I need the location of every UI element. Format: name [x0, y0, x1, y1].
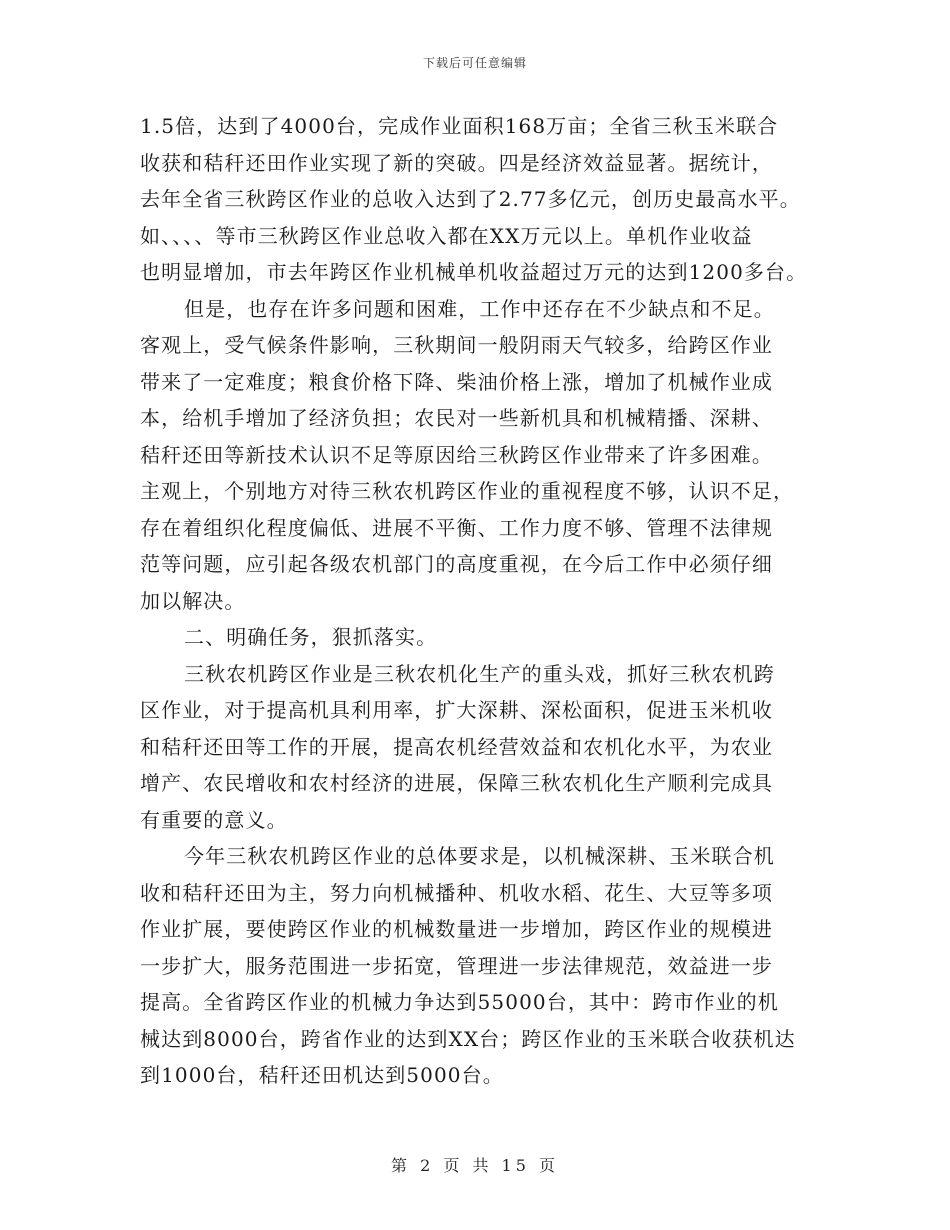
text-line: 三秋农机跨区作业是三秋农机化生产的重头戏，抓好三秋农机跨	[184, 661, 775, 686]
body-text	[140, 108, 820, 1094]
text-line: 收获和秸秆还田作业实现了新的突破。四是经济效益显著。据统计，	[140, 150, 773, 175]
text-line: 如、、、、等市三秋跨区作业总收入都在XX万元以上。单机作业收益	[140, 223, 753, 248]
text-line: 范等问题，应引起各级农机部门的高度重视，在今后工作中必须仔细	[140, 552, 773, 576]
text-line: 今年三秋农机跨区作业的总体要求是，以机械深耕、玉米联合机	[184, 844, 775, 868]
text-line: 加以解决。	[140, 588, 246, 613]
text-line: 但是，也存在许多问题和困难，工作中还存在不少缺点和不足。	[184, 296, 775, 321]
text-line: 秸秆还田等新技术认识不足等原因给三秋跨区作业带来了许多困难。	[140, 442, 773, 467]
text-line: 增产、农民增收和农村经济的进展，保障三秋农机化生产顺利完成具	[140, 771, 773, 795]
text-line: 一步扩大，服务范围进一步拓宽，管理进一步法律规范，效益进一步	[140, 953, 773, 978]
text-line: 也明显增加，市去年跨区作业机械单机收益超过万元的达到1200多台。	[140, 260, 808, 284]
text-line: 存在着组织化程度偏低、进展不平衡、工作力度不够、管理不法律规	[140, 515, 773, 540]
text-line: 区作业，对于提高机具利用率，扩大深耕、深松面积，促进玉米机收	[140, 698, 773, 722]
text-line: 提高。全省跨区作业的机械力争达到55000台，其中：跨市作业的机	[140, 990, 779, 1014]
text-line: 客观上，受气候条件影响，三秋期间一般阴雨天气较多，给跨区作业	[140, 333, 773, 357]
text-line: 收和秸秆还田为主，努力向机械播种、机收水稻、花生、大豆等多项	[140, 880, 773, 905]
page-number-footer: 第 2 页 共 15 页	[391, 1156, 559, 1175]
text-line: 1.5倍，达到了4000台，完成作业面积168万亩；全省三秋玉米联合	[140, 114, 779, 138]
text-line: 本，给机手增加了经济负担；农民对一些新机具和机械精播、深耕、	[140, 406, 773, 430]
text-line: 和秸秆还田等工作的开展，提高农机经营效益和农机化水平，为农业	[140, 734, 773, 759]
text-line: 带来了一定难度；粮食价格下降、柴油价格上涨，增加了机械作业成	[140, 369, 773, 394]
text-line: 到1000台，秸秆还田机达到5000台。	[140, 1063, 504, 1087]
page-header: 下载后可任意编辑	[422, 56, 527, 70]
text-line: 械达到8000台，跨省作业的达到XX台；跨区作业的玉米联合收获机达	[140, 1026, 796, 1051]
text-line: 二、明确任务，狠抓落实。	[184, 625, 438, 649]
text-line: 去年全省三秋跨区作业的总收入达到了2.77多亿元，创历史最高水平。	[140, 187, 801, 211]
text-line: 作业扩展，要使跨区作业的机械数量进一步增加，跨区作业的规模进	[140, 917, 773, 941]
text-line: 有重要的意义。	[140, 807, 288, 832]
text-line: 主观上，个别地方对待三秋农机跨区作业的重视程度不够，认识不足，	[140, 479, 795, 503]
